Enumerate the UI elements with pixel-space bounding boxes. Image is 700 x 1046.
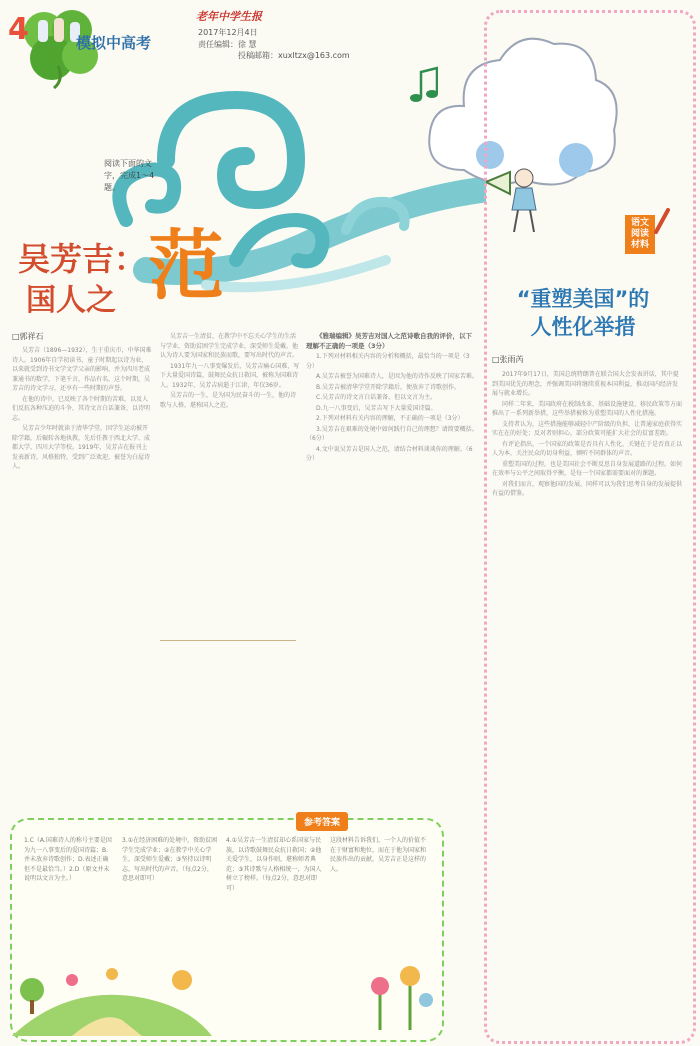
- paragraph: 吴芳吉（1896—1932），生于重庆市，中华国难诗人。1906年自学初读书，童子时期起以诗为业，以来就受到诗书文学文学父亲的影响、并为四川老成兼通书的数学，下笔千言，作品有名，这个时期，吴芳吉的诗文学习，还享有一些时期的声誉。: [12, 347, 152, 392]
- paragraph: 在他的诗中，已反映了各个时期的苦难，以及人们反抗各种压迫的斗争，其诗文言白话兼备，以诗明志。: [12, 395, 151, 422]
- paragraph: 同样二年来，美国政府在税制改革、基础设施建设、移民政策等方面推出了一系列新举措，这些举措被称为重塑美国的人性化措施。: [492, 400, 682, 417]
- answer-col2: 3.①在经济困难的处境中，资助贫困学生完成学业；②在教学中关心学生，深受师生爱戴；③坚持以诗明志，写出时代的声音。（每点2分，意思对即可）: [122, 837, 218, 882]
- question-item: A.吴芳吉被誉为国难诗人，是因为他的诗作反映了国家苦难。: [316, 373, 478, 380]
- question-item: C.吴芳吉的诗文言白话兼备，但以文言为主。: [316, 394, 437, 401]
- question-item: B.吴芳吉被清华学堂开除学籍后，便放弃了诗歌创作。: [316, 383, 461, 391]
- article-title-name: 吴芳吉：: [18, 240, 147, 278]
- question-item: 2.下列对材料有关内容的理解，不正确的一项是（3分）: [316, 415, 464, 422]
- category-tag: [625, 215, 655, 254]
- landscape-illustration: [12, 950, 212, 1036]
- paragraph: 有评论指出，一个国家的政策是否具有人性化，关键在于是否真正以人为本，关注民众的切身利益，倾听不同群体的声音。: [492, 440, 682, 457]
- answer-col3: 4.①吴芳吉一生清贫却心系国家与民族，以诗歌鼓舞民众抗日救国；②他关爱学生，以身作则，堪称师者典范；③其诗歌与人格相统一，为国人树立了榜样。（每点2分，意思对即可）: [226, 837, 322, 892]
- question-item: 3.吴芳吉在艰难的处境中如何践行自己的理想？请简要概括。（6分）: [306, 425, 478, 442]
- page-number: 4: [8, 12, 29, 47]
- answer-heading: 参考答案: [296, 812, 348, 831]
- right-title-line2: 人性化举措: [530, 315, 636, 339]
- answer-col4: 这段材料告诉我们，一个人的价值不在于财富和地位，而在于他为国家和民族作出的贡献，吴芳吉正是这样的人。: [330, 837, 427, 873]
- section-title: 模拟中高考: [76, 34, 152, 52]
- paragraph: 1931年九一八事变爆发后，吴芳吉痛心国难，写下大量爱国诗篇，鼓舞民众抗日救国，被称为国难诗人。1932年，吴芳吉病逝于江津，年仅36岁。: [160, 362, 300, 389]
- left-byline: □郭祥石: [12, 332, 44, 341]
- article-title-phrase: 国人之: [26, 283, 116, 318]
- section-divider: [160, 640, 296, 641]
- questions-column: [306, 332, 478, 808]
- question-item: 4.文中说吴芳吉是国人之范，请结合材料谈谈你的理解。（6分）: [306, 445, 473, 462]
- newspaper-name: 老年中学生报: [196, 10, 262, 23]
- answer-col1: 1.C（A.国难诗人的称号主要是因为九一八事变后的爱国诗篇；B.并未放弃诗歌创作；D.表述正确但不是最恰当。）2.D（原文并未说明以文言为主。）: [24, 837, 112, 882]
- right-title-line1: “重塑美国”的: [516, 287, 650, 311]
- questions-heading: 《雅瑞编辑》吴芳吉对国人之范诗歌自我的评价，以下理解不正确的一项是（3分）: [306, 332, 472, 350]
- paragraph: 重塑美国的过程，也是美国社会不断反思自身发展道路的过程。如何在效率与公平之间取得平衡，是每一个国家都需要面对的课题。: [492, 460, 682, 477]
- right-byline: □张雨芮: [492, 355, 524, 364]
- flowers-illustration: [360, 950, 440, 1030]
- paragraph: 2017年9月17日，美国总统特朗普在联合国大会发表讲话，其中提到美国优先的理念，并强调美国将继续重视本国利益，推动国内经济发展与就业增长。: [492, 371, 679, 397]
- paragraph: 吴芳吉的一生，是为国为民奋斗的一生，他的诗歌与人格，堪称国人之范。: [160, 392, 297, 409]
- paragraph: 支持者认为，这些措施能够减轻中产阶级的负担，让普通家庭获得实实在在的好处；反对者则担心，部分政策可能扩大社会的贫富差距。: [492, 420, 682, 437]
- pencil-icon: [652, 206, 672, 236]
- tag-line: 阅读: [630, 229, 649, 239]
- right-article-body: [492, 370, 682, 1030]
- paragraph: 吴芳吉少年时就读于清华学堂，因学生运动被开除学籍，后辗转各地执教，先后任教于西北大学、成都大学、四川大学等校。1919年，吴芳吉在报刊上发表新诗，风格独特，受到广泛欢迎，被誉为白屋诗人。: [12, 425, 151, 470]
- right-article-title: [498, 285, 668, 341]
- left-article-col1: [12, 346, 152, 808]
- submission-email: 投稿邮箱：xuxltzx@163.com: [238, 51, 350, 60]
- question-item: 1.下列对材料相关内容的分析和概括，最恰当的一项是（3分）: [306, 353, 470, 370]
- tag-line: 语文: [630, 218, 649, 228]
- tag-line: 材料: [630, 240, 649, 250]
- reading-instruction: 阅读下面的文字，完成1～4题。: [104, 159, 155, 192]
- article-title-highlight: 范: [148, 221, 224, 310]
- issue-date: 2017年12月4日: [198, 28, 258, 37]
- left-article-col2: [160, 332, 300, 808]
- paragraph: 吴芳吉一生清贫，在教学中不忘关心学生的生活与学业，资助贫困学生完成学业，深受师生爱戴。他认为诗人要为国家和民族而歌，要写出时代的声音。: [160, 333, 299, 359]
- paragraph: 对我们而言，观察他国的发展，同样可以为我们思考自身的发展提供有益的借鉴。: [492, 480, 682, 497]
- editor-line: 责任编辑：徐 慧: [198, 40, 257, 49]
- question-item: D.九一八事变后，吴芳吉写下大量爱国诗篇。: [316, 404, 437, 412]
